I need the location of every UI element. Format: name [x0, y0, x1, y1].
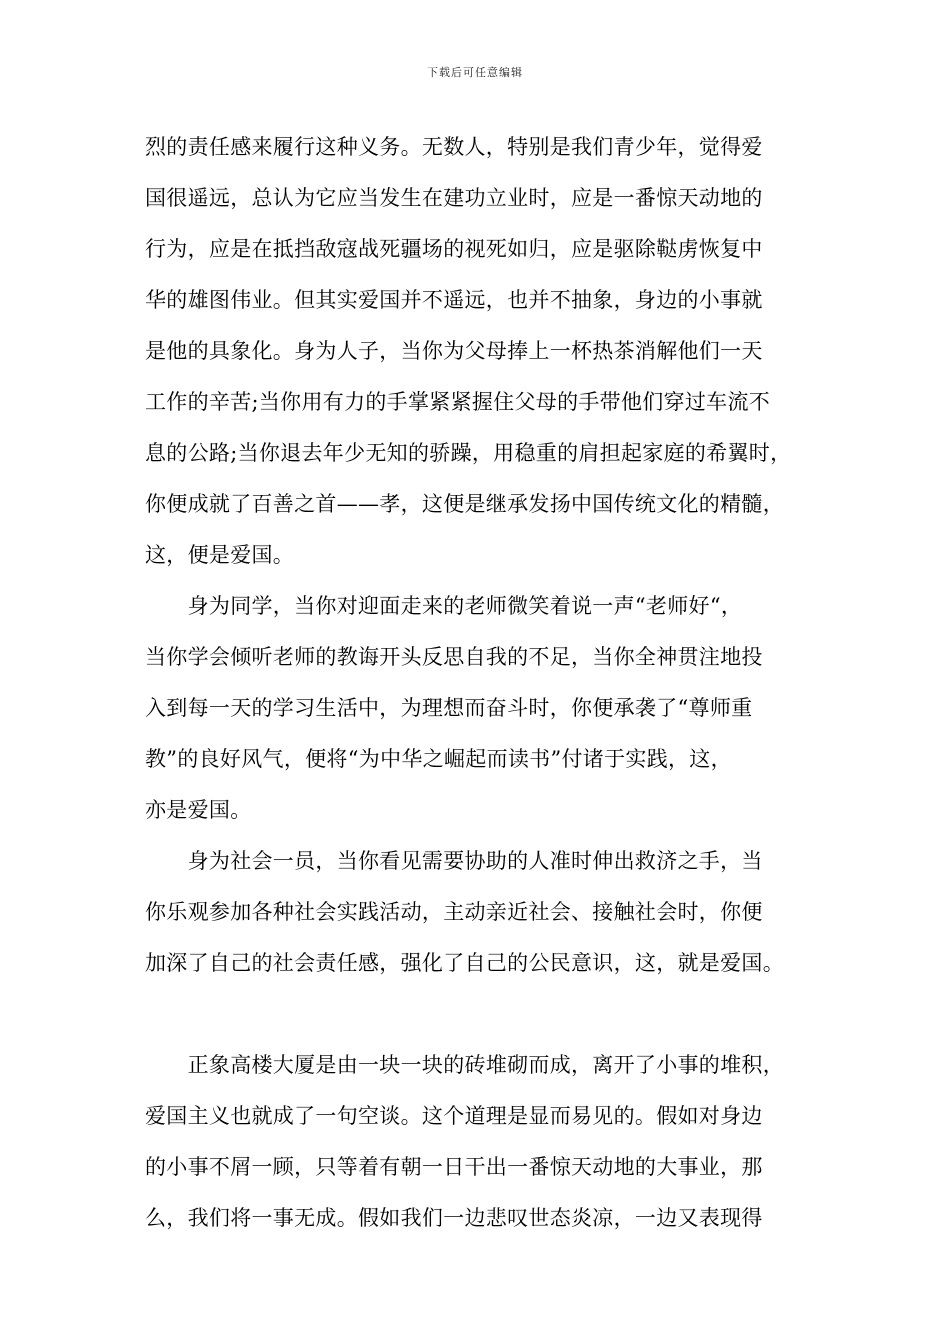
text-line: 正象高楼大厦是由一块一块的砖堆砌而成，离开了小事的堆积， [145, 1053, 784, 1077]
text-line: 华的雄图伟业。但其实爱国并不遥远，也并不抽象，身边的小事就 [145, 288, 763, 312]
text-line: 你便成就了百善之首——孝，这便是继承发扬中国传统文化的精髓， [145, 492, 784, 516]
text-line: 息的公路;当你退去年少无知的骄躁，用稳重的肩担起家庭的希翼时， [145, 441, 792, 465]
text-line: 行为，应是在抵挡敌寇战死疆场的视死如归，应是驱除鞑虏恢复中 [145, 237, 763, 261]
text-line: 国很遥远，总认为它应当发生在建功立业时，应是一番惊天动地的 [145, 186, 763, 210]
text-line: 这，便是爱国。 [145, 543, 295, 567]
text-line: 加深了自己的社会责任感，强化了自己的公民意识，这，就是爱国。 [145, 951, 784, 975]
text-line: 入到每一天的学习生活中，为理想而奋斗时，你便承袭了“尊师重 [145, 696, 753, 720]
text-line: 你乐观参加各种社会实践活动，主动亲近社会、接触社会时，你便 [145, 900, 763, 924]
document-body [145, 130, 825, 1252]
text-line: 教”的良好风气，便将“为中华之崛起而读书”付诸于实践，这， [145, 747, 732, 771]
text-line: 身为社会一员，当你看见需要协助的人准时伸出救济之手，当 [145, 849, 763, 873]
page-header: 下载后可任意编辑 [427, 66, 523, 79]
text-line: 是他的具象化。身为人子，当你为父母捧上一杯热茶消解他们一天 [145, 339, 763, 363]
text-line: 亦是爱国。 [145, 798, 252, 822]
text-line: 工作的辛苦;当你用有力的手掌紧紧握住父母的手带他们穿过车流不 [145, 390, 771, 414]
text-line: 爱国主义也就成了一句空谈。这个道理是显而易见的。假如对身边 [145, 1104, 763, 1128]
text-line: 身为同学，当你对迎面走来的老师微笑着说一声“老师好“， [145, 594, 743, 618]
text-line: 么，我们将一事无成。假如我们一边悲叹世态炎凉，一边又表现得 [145, 1206, 763, 1230]
paragraph-2 [145, 589, 825, 844]
paragraph-1 [145, 130, 825, 589]
text-line: 当你学会倾听老师的教诲开头反思自我的不足，当你全神贯注地投 [145, 645, 763, 669]
paragraph-4 [145, 1048, 825, 1252]
text-line: 烈的责任感来履行这种义务。无数人，特别是我们青少年，觉得爱 [145, 135, 763, 159]
paragraph-3 [145, 844, 825, 997]
paragraph-gap [145, 997, 825, 1048]
text-line: 的小事不屑一顾，只等着有朝一日干出一番惊天动地的大事业，那 [145, 1155, 763, 1179]
